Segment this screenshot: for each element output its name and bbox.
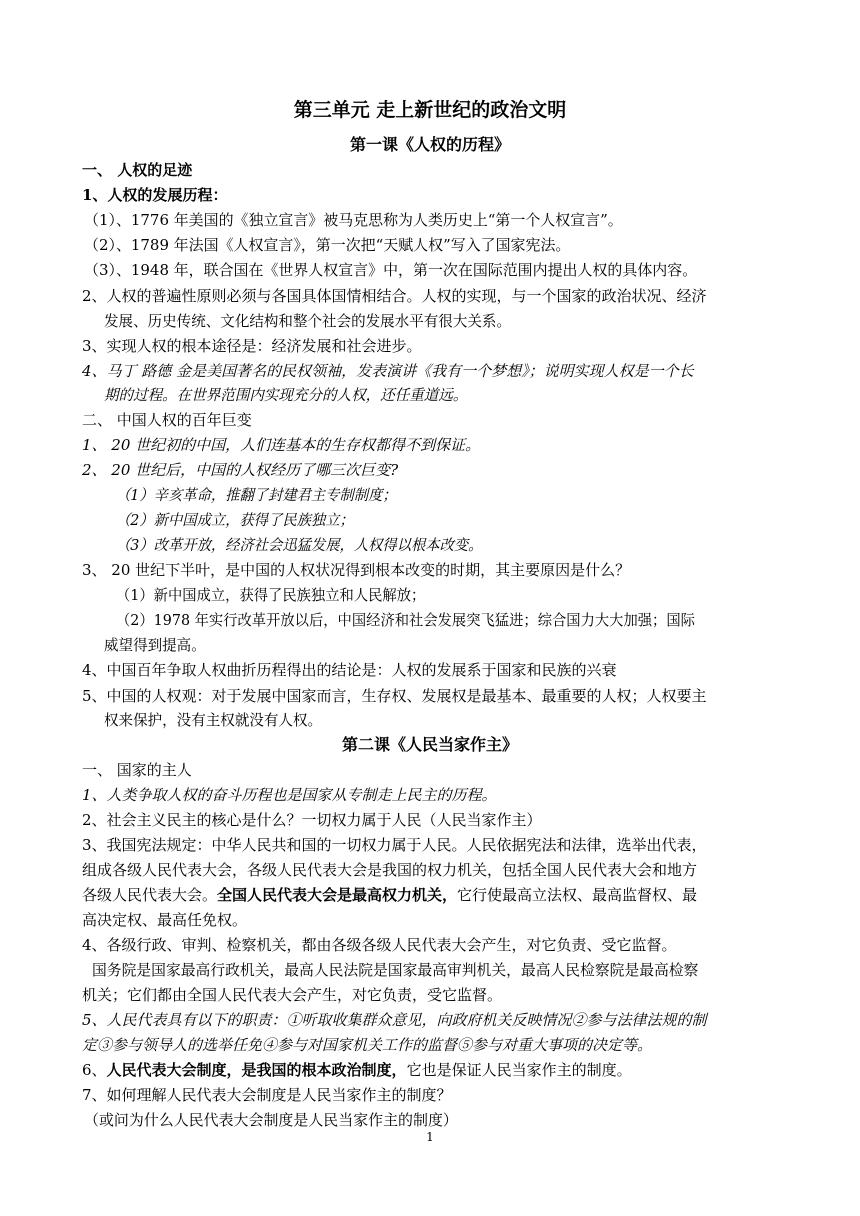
paragraph-line: 2、人权的普遍性原则必须与各国具体国情相结合。人权的实现，与一个国家的政治状况、经济	[82, 287, 707, 305]
paragraph-line: 高决定权、最高任免权。	[82, 911, 248, 929]
lesson-1-title: 第一课《人权的历程》	[349, 135, 510, 154]
paragraph-line: 5、人民代表具有以下的职责：①听取收集群众意见，向政府机关反映情况②参与法律法规的制	[82, 1011, 707, 1029]
section-heading: 一、 人权的足迹	[82, 161, 193, 179]
lesson-2-title: 第二课《人民当家作主》	[341, 735, 518, 754]
paragraph-line: 3、我国宪法规定：中华人民共和国的一切权力属于人民。人民依据宪法和法律，选举出代表，	[82, 836, 707, 854]
text-run: 它也是保证人民当家作主的制度。	[406, 1061, 632, 1079]
paragraph-line: 2、社会主义民主的核心是什么？一切权力属于人民（人民当家作主）	[82, 811, 542, 829]
paragraph-line: （3）改革开放，经济社会迅猛发展，人权得以根本改变。	[116, 536, 483, 554]
text-run: 它行使最高立法权、最高监督权、最	[457, 886, 698, 904]
unit-title: 第三单元 走上新世纪的政治文明	[293, 99, 567, 121]
text-run: 6、	[82, 1061, 107, 1079]
item-heading: 1、人权的发展历程：	[82, 186, 228, 204]
section-heading: 一、 国家的主人	[82, 761, 192, 779]
paragraph-line: 4、各级行政、审判、检察机关，都由各级各级人民代表大会产生，对它负责、受它监督。	[82, 936, 677, 954]
page-number: 1	[426, 1130, 434, 1144]
paragraph-line: （1）新中国成立，获得了民族独立和人民解放；	[116, 586, 426, 604]
paragraph-line: （2）新中国成立，获得了民族独立；	[116, 511, 354, 529]
section-heading: 二、 中国人权的百年巨变	[82, 411, 252, 429]
paragraph-line: （或问为什么人民代表大会制度是人民当家作主的制度）	[84, 1111, 458, 1129]
paragraph-line: 1、人类争取人权的奋斗历程也是国家从专制走上民主的历程。	[82, 786, 497, 804]
paragraph-line: 权来保护，没有主权就没有人权。	[104, 711, 323, 729]
paragraph-line: 定③参与领导人的选举任免④参与对国家机关工作的监督⑤参与对重大事项的决定等。	[82, 1036, 653, 1054]
paragraph-line: （2）1978 年实行改革开放以后，中国经济和社会发展突飞猛进；综合国力大大加强；国际	[116, 611, 695, 629]
paragraph-line	[82, 1058, 802, 1082]
paragraph-line: 发展、历史传统、文化结构和整个社会的发展水平有很大关系。	[104, 312, 511, 330]
bold-text: 人民代表大会制度，是我国的根本政治制度，	[106, 1061, 407, 1079]
text-run: 各级人民代表大会。	[82, 886, 218, 904]
paragraph-line: 2、 20 世纪后，中国的人权经历了哪三次巨变?	[82, 461, 399, 479]
paragraph-line: 组成各级人民代表大会，各级人民代表大会是我国的权力机关，包括全国人民代表大会和地方	[82, 861, 698, 879]
paragraph-line: 3、实现人权的根本途径是：经济发展和社会进步。	[82, 337, 422, 355]
paragraph-line: （3）、1948 年，联合国在《世界人权宣言》中，第一次在国际范围内提出人权的具体内容。	[84, 261, 698, 279]
paragraph-line: （1）辛亥革命，推翻了封建君主专制制度；	[116, 486, 397, 504]
paragraph-line: （1）、1776 年美国的《独立宣言》被马克思称为人类历史上“第一个人权宣言”。	[84, 211, 623, 229]
paragraph-line: 4、马丁 路德 金是美国著名的民权领袖，发表演讲《我有一个梦想》；说明实现人权是一个长	[82, 362, 694, 380]
paragraph-line: 期的过程。在世界范围内实现充分的人权，还任重道远。	[104, 386, 468, 404]
paragraph-line: 5、中国的人权观：对于发展中国家而言，生存权、发展权是最基本、最重要的人权；人权要主	[82, 687, 707, 705]
paragraph-line: 1、 20 世纪初的中国，人们连基本的生存权都得不到保证。	[82, 436, 481, 454]
paragraph-line: 3、 20 世纪下半叶，是中国的人权状况得到根本改变的时期，其主要原因是什么？	[82, 561, 631, 579]
paragraph-line: 4、中国百年争取人权曲折历程得出的结论是：人权的发展系于国家和民族的兴衰	[82, 661, 617, 679]
paragraph-line: 国务院是国家最高行政机关，最高人民法院是国家最高审判机关，最高人民检察院是最高检察	[92, 961, 699, 979]
paragraph-line: 7、如何理解人民代表大会制度是人民当家作主的制度？	[82, 1086, 452, 1104]
paragraph-line: 威望得到提高。	[104, 636, 206, 654]
paragraph-line	[82, 883, 802, 907]
paragraph-line: （2）、1789 年法国《人权宣言》，第一次把“天赋人权”写入了国家宪法。	[84, 236, 571, 254]
paragraph-line: 机关；它们都由全国人民代表大会产生，对它负责，受它监督。	[82, 986, 503, 1004]
bold-text: 全国人民代表大会是最高权力机关，	[217, 886, 458, 904]
